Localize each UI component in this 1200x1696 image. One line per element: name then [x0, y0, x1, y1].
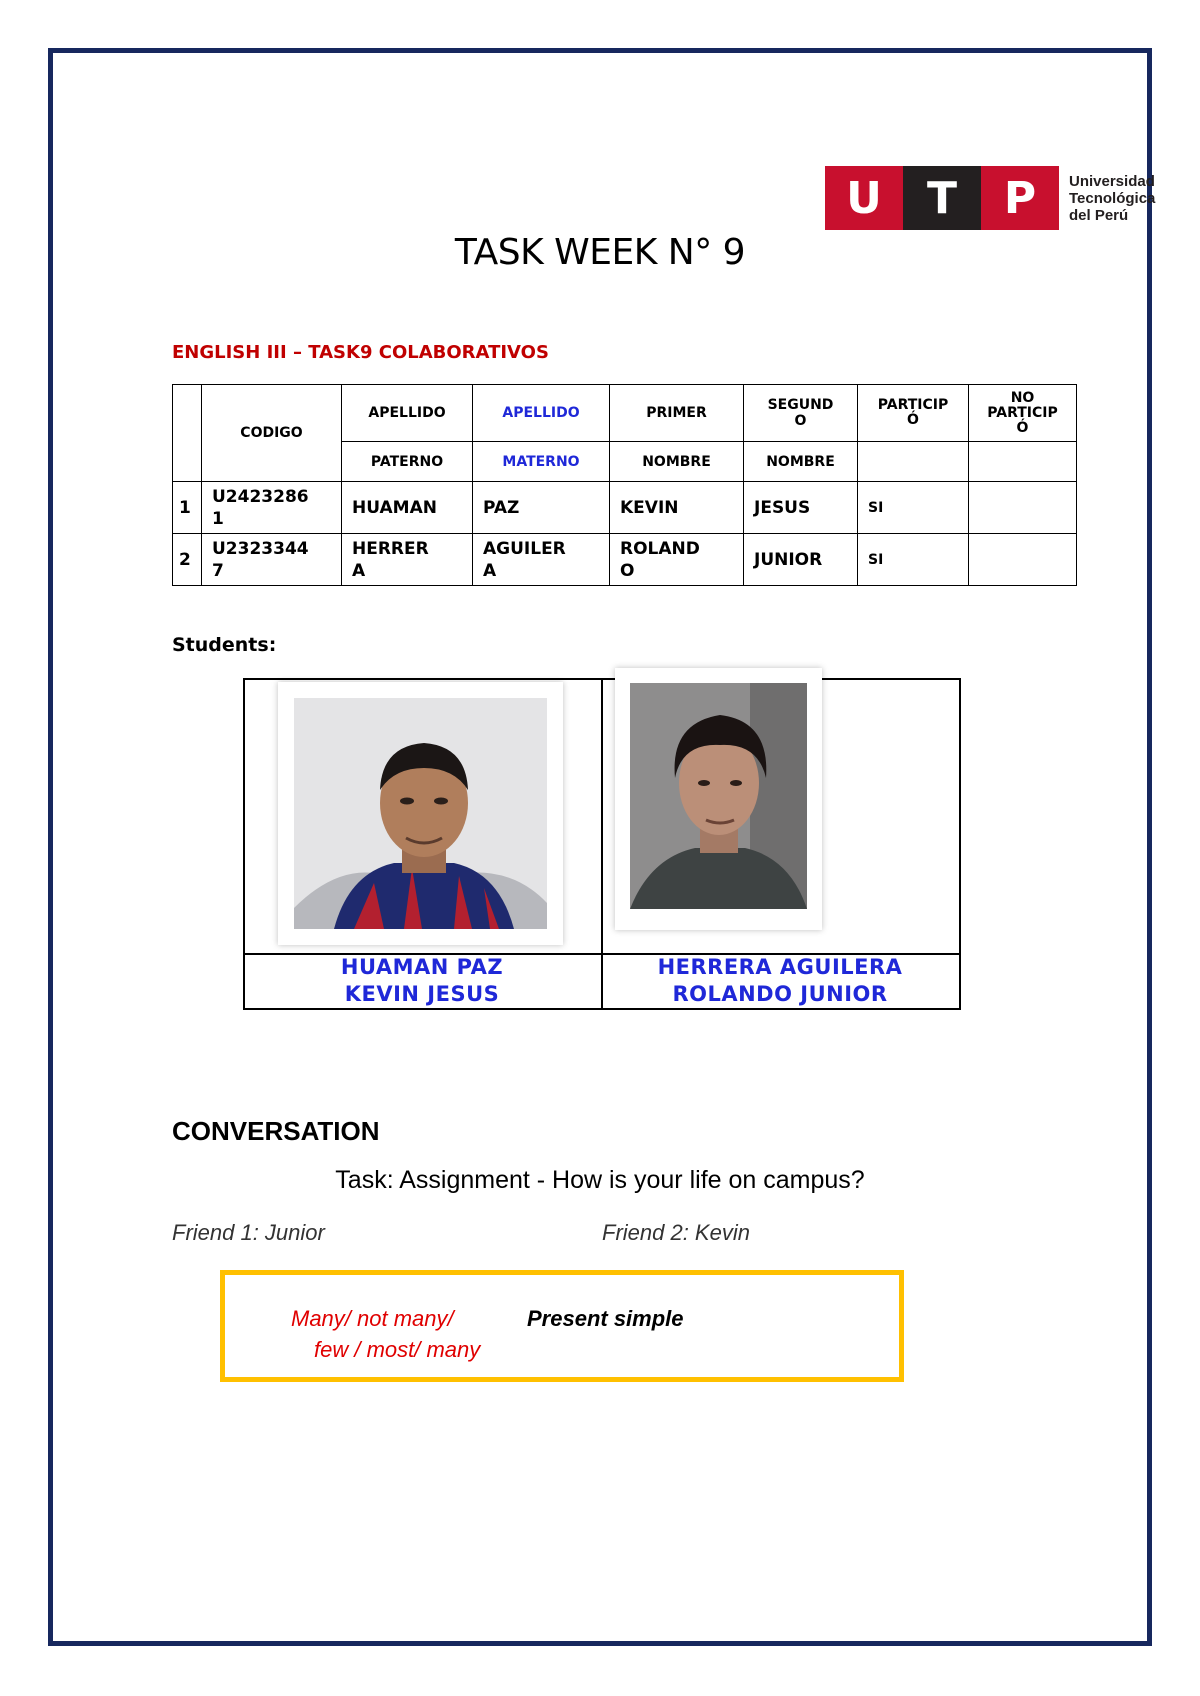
student-photo-frame: [278, 682, 563, 945]
table-row: [173, 534, 1077, 586]
student-photo-frame: [615, 668, 822, 930]
students-label: Students:: [172, 634, 277, 656]
logo-university-name: Universidad Tecnológica del Perú: [1069, 172, 1156, 224]
conversation-title: CONVERSATION: [172, 1116, 380, 1146]
row-paterno: HERRER A: [342, 534, 473, 586]
header-materno: MATERNO: [473, 442, 610, 482]
student-photo-herrera: [630, 683, 807, 909]
header-no-participo: NO PARTICIP Ó: [969, 385, 1077, 442]
header-num: [173, 385, 202, 482]
grammar-box: [220, 1270, 904, 1382]
row-no-participo: [969, 482, 1077, 534]
row-materno: AGUILER A: [473, 534, 610, 586]
header-paterno: PATERNO: [342, 442, 473, 482]
header-no-participo-empty: [969, 442, 1077, 482]
row-num: 1: [173, 482, 202, 534]
utp-logo: [825, 166, 1155, 230]
row-code: U2423286 1: [202, 482, 342, 534]
row-segundo-nombre: JESUS: [744, 482, 858, 534]
page-title: TASK WEEK N° 9: [454, 232, 746, 273]
tense-text: Present simple: [527, 1306, 684, 1331]
row-paterno: HUAMAN: [342, 482, 473, 534]
row-no-participo: [969, 534, 1077, 586]
student-photo-huaman: [294, 698, 547, 929]
portrait-image: [294, 698, 547, 929]
header-participo: PARTICIP Ó: [858, 385, 969, 442]
logo-letter-t: T: [903, 166, 981, 230]
quantifiers-text: Many/ not many/ few / most/ many: [291, 1306, 481, 1362]
header-codigo: CODIGO: [202, 385, 342, 482]
friend-2: Friend 2: Kevin: [602, 1220, 750, 1245]
task-line: Task: Assignment - How is your life on campus?: [335, 1166, 865, 1194]
header-primer-nombre: NOMBRE: [610, 442, 744, 482]
header-segundo-nombre: NOMBRE: [744, 442, 858, 482]
logo-letter-p: P: [981, 166, 1059, 230]
row-materno: PAZ: [473, 482, 610, 534]
student-name-1: HUAMAN PAZ KEVIN JESUS: [340, 955, 504, 1006]
friend-1: Friend 1: Junior: [172, 1220, 325, 1245]
header-participo-empty: [858, 442, 969, 482]
course-subtitle: ENGLISH III – TASK9 COLABORATIVOS: [172, 342, 549, 363]
row-participo: SI: [858, 482, 969, 534]
students-photo-table: [243, 678, 961, 1010]
grid-line: [959, 678, 961, 1010]
row-primer-nombre: KEVIN: [610, 482, 744, 534]
row-code: U2323344 7: [202, 534, 342, 586]
portrait-image: [630, 683, 807, 909]
table-row: [173, 482, 1077, 534]
header-apellido-paterno: APELLIDO: [342, 385, 473, 442]
students-info-table: [172, 384, 1077, 586]
row-participo: SI: [858, 534, 969, 586]
table-header-row: [173, 385, 1077, 442]
header-apellido-materno: APELLIDO: [473, 385, 610, 442]
logo-letter-u: U: [825, 166, 903, 230]
header-primer: PRIMER: [610, 385, 744, 442]
row-num: 2: [173, 534, 202, 586]
row-primer-nombre: ROLAND O: [610, 534, 744, 586]
row-segundo-nombre: JUNIOR: [744, 534, 858, 586]
student-name-2: HERRERA AGUILERA ROLANDO JUNIOR: [657, 955, 903, 1006]
header-segundo: SEGUND O: [744, 385, 858, 442]
